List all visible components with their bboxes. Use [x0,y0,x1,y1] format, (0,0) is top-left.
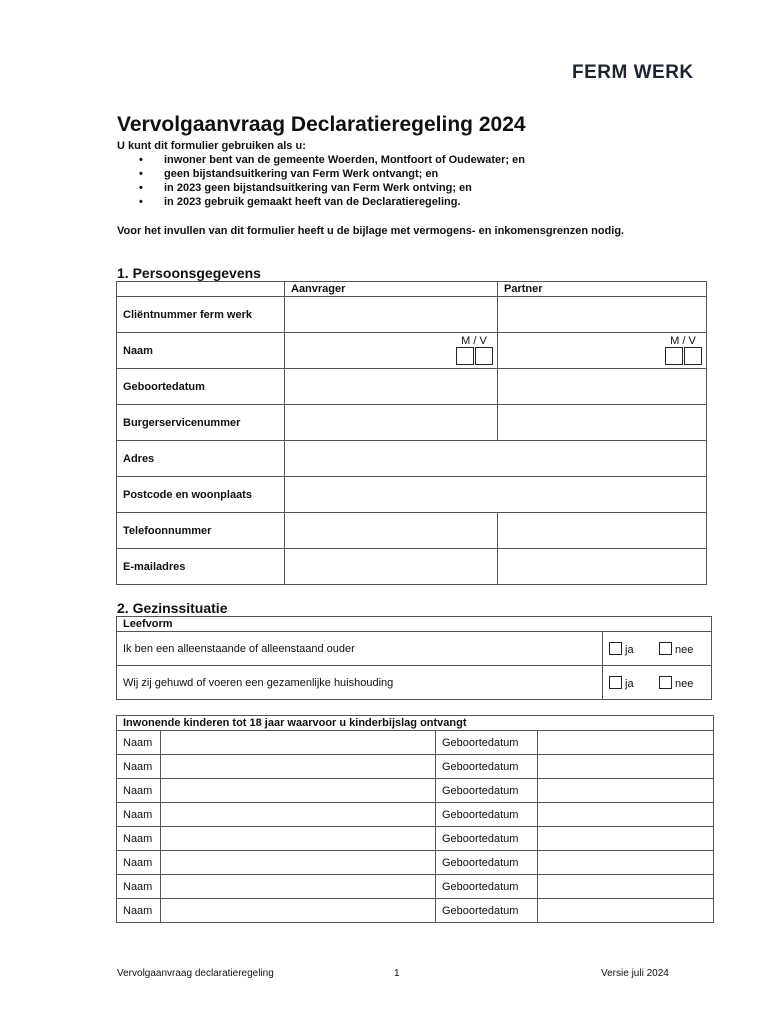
footer-version: Versie juli 2024 [601,968,669,979]
child-dob-field[interactable] [538,827,714,851]
children-header: Inwonende kinderen tot 18 jaar waarvoor u kinderbijslag ontvangt [117,716,714,731]
child-name-label: Naam [117,803,161,827]
question-single: Ik ben een alleenstaande of alleenstaand ouder [117,632,603,666]
table-row [117,755,714,779]
child-name-label: Naam [117,779,161,803]
partner-client-number-field[interactable] [498,297,707,333]
applicant-birthdate-field[interactable] [285,369,498,405]
applicant-email-field[interactable] [285,549,498,585]
applicant-client-number-field[interactable] [285,297,498,333]
no-label: nee [675,677,694,690]
footer-page-number: 1 [394,968,400,979]
no-label: nee [675,643,694,656]
yes-label: ja [625,643,634,656]
child-name-field[interactable] [161,851,436,875]
applicant-gender-select [455,335,493,365]
child-dob-label: Geboortedatum [436,779,538,803]
child-dob-label: Geboortedatum [436,851,538,875]
table-header-row [117,617,712,632]
eligibility-item: • in 2023 geen bijstandsuitkering van Ferm Werk ontving; en [117,181,697,195]
table-row [117,477,707,513]
table-row [117,666,712,700]
child-name-field[interactable] [161,779,436,803]
address-field[interactable] [285,441,707,477]
option-yes [603,666,654,700]
intro-block [117,139,697,209]
gender-label: M / V [670,335,696,347]
name-label: Naam [117,333,285,369]
child-name-field[interactable] [161,731,436,755]
option-no [653,666,712,700]
child-name-field[interactable] [161,755,436,779]
child-dob-field[interactable] [538,899,714,923]
child-name-field[interactable] [161,899,436,923]
yes-checkbox[interactable] [609,676,622,689]
table-header-row [117,716,714,731]
gender-label: M / V [461,335,487,347]
eligibility-item: • inwoner bent van de gemeente Woerden, Montfoort of Oudewater; en [117,153,697,167]
gender-m-checkbox[interactable] [456,347,474,365]
eligibility-list [117,153,697,209]
birthdate-label: Geboortedatum [117,369,285,405]
postcode-city-label: Postcode en woonplaats [117,477,285,513]
table-row [117,875,714,899]
attachment-note: Voor het invullen van dit formulier heeft u de bijlage met vermogens- en inkomensgrenzen nodig. [117,225,625,237]
no-checkbox[interactable] [659,642,672,655]
child-dob-field[interactable] [538,731,714,755]
table-row [117,405,707,441]
child-dob-field[interactable] [538,779,714,803]
child-dob-label: Geboortedatum [436,899,538,923]
partner-bsn-field[interactable] [498,405,707,441]
child-dob-label: Geboortedatum [436,827,538,851]
postcode-city-field[interactable] [285,477,707,513]
no-checkbox[interactable] [659,676,672,689]
section-personal-heading: 1. Persoonsgegevens [117,265,261,281]
gender-v-checkbox[interactable] [475,347,493,365]
partner-email-field[interactable] [498,549,707,585]
child-dob-field[interactable] [538,875,714,899]
client-number-label: Cliëntnummer ferm werk [117,297,285,333]
eligibility-item: • geen bijstandsuitkering van Ferm Werk ontvangt; en [117,167,697,181]
gender-v-checkbox[interactable] [684,347,702,365]
gender-m-checkbox[interactable] [665,347,683,365]
child-name-label: Naam [117,851,161,875]
table-row [117,297,707,333]
table-header-row [117,282,707,297]
child-name-label: Naam [117,899,161,923]
applicant-bsn-field[interactable] [285,405,498,441]
child-name-label: Naam [117,731,161,755]
partner-gender-select [664,335,702,365]
child-dob-label: Geboortedatum [436,875,538,899]
table-row [117,333,707,369]
child-name-field[interactable] [161,803,436,827]
page-title: Vervolgaanvraag Declaratieregeling 2024 [117,113,526,136]
personal-details-table [116,281,707,585]
question-married: Wij zij gehuwd of voeren een gezamenlijke huishouding [117,666,603,700]
section-household-heading: 2. Gezinssituatie [117,600,228,616]
applicant-column-header: Aanvrager [285,282,498,297]
yes-checkbox[interactable] [609,642,622,655]
footer-document-name: Vervolgaanvraag declaratieregeling [117,968,274,979]
child-dob-field[interactable] [538,851,714,875]
table-row [117,779,714,803]
option-no [653,632,712,666]
table-row [117,803,714,827]
table-row [117,632,712,666]
child-dob-label: Geboortedatum [436,803,538,827]
household-table [116,616,712,700]
yes-label: ja [625,677,634,690]
table-row [117,851,714,875]
partner-birthdate-field[interactable] [498,369,707,405]
address-label: Adres [117,441,285,477]
children-table [116,715,714,923]
applicant-phone-field[interactable] [285,513,498,549]
applicant-name-field[interactable] [285,333,498,369]
table-row [117,731,714,755]
bsn-label: Burgerservicenummer [117,405,285,441]
email-label: E-mailadres [117,549,285,585]
table-row [117,827,714,851]
partner-column-header: Partner [498,282,707,297]
child-dob-field[interactable] [538,803,714,827]
phone-label: Telefoonnummer [117,513,285,549]
partner-name-field[interactable] [498,333,707,369]
eligibility-item: • in 2023 gebruik gemaakt heeft van de Declaratieregeling. [117,195,697,209]
child-dob-label: Geboortedatum [436,731,538,755]
table-row [117,549,707,585]
table-row [117,441,707,477]
child-name-field[interactable] [161,827,436,851]
ferm-werk-logo: FERM WERK [572,62,694,83]
intro-lead: U kunt dit formulier gebruiken als u: [117,140,306,152]
child-name-field[interactable] [161,875,436,899]
partner-phone-field[interactable] [498,513,707,549]
child-name-label: Naam [117,755,161,779]
child-dob-field[interactable] [538,755,714,779]
blank-header-cell [117,282,285,297]
table-row [117,369,707,405]
living-situation-header: Leefvorm [117,617,712,632]
child-dob-label: Geboortedatum [436,755,538,779]
option-yes [603,632,654,666]
child-name-label: Naam [117,827,161,851]
child-name-label: Naam [117,875,161,899]
table-row [117,513,707,549]
table-row [117,899,714,923]
